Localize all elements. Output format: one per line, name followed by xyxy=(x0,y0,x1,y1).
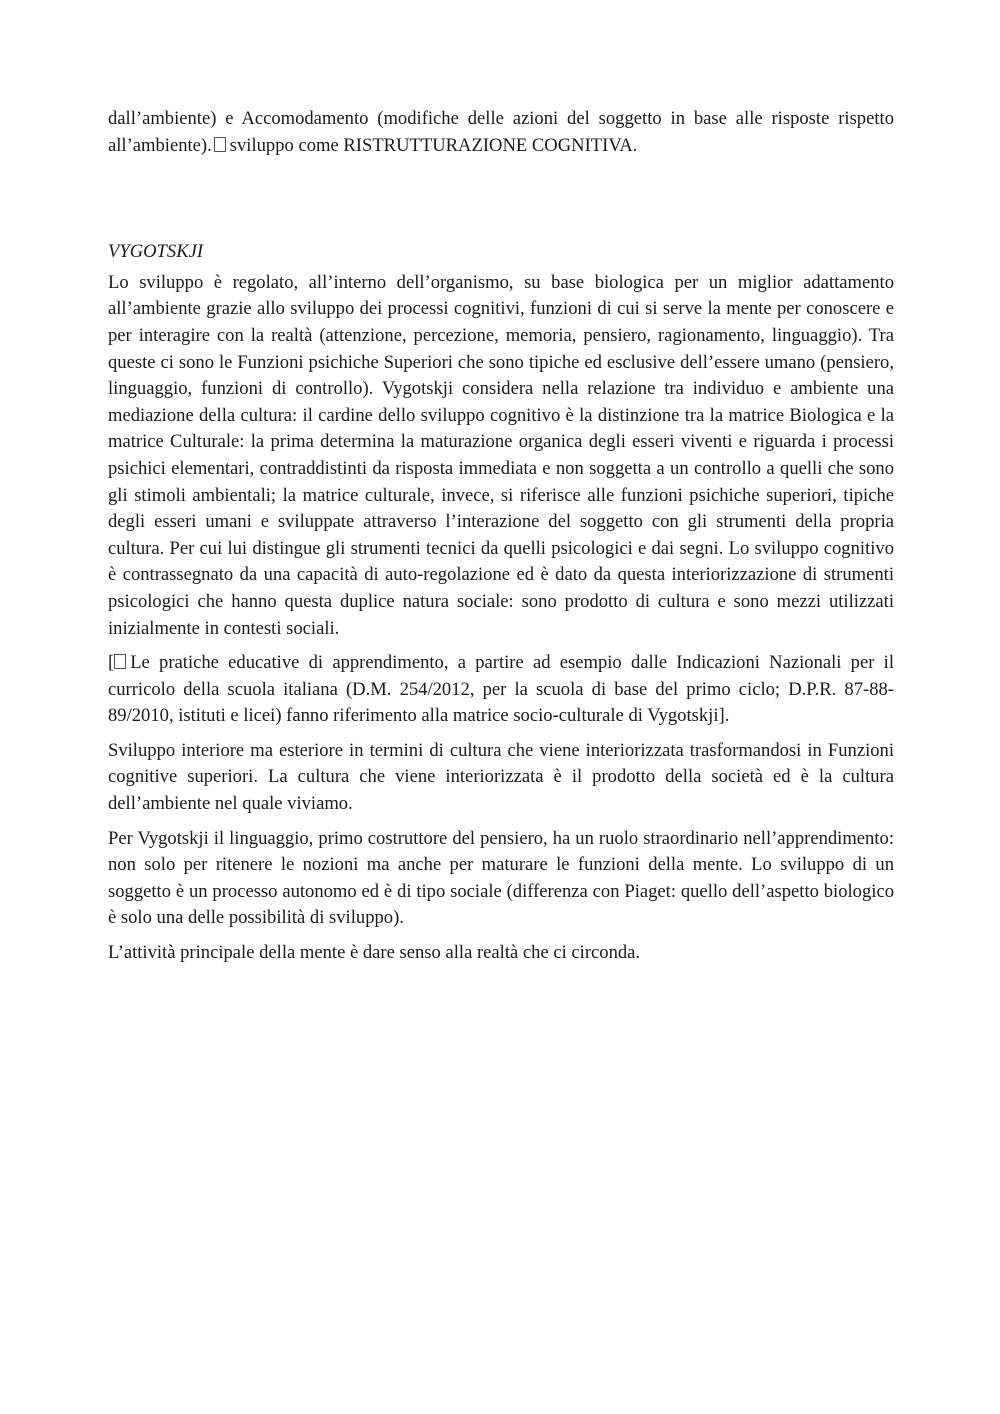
paragraph-internal-development: Sviluppo interiore ma esteriore in termini di cultura che viene interiorizzata trasformandosi in Funzioni cognitive superiori. La cultura che viene interiorizzata è il prodotto della società ed è la cultura dell’ambiente nel quale viviamo. xyxy=(108,739,894,815)
paragraph-mind-activity: L’attività principale della mente è dare senso alla realtà che ci circonda. xyxy=(108,942,641,964)
paragraph-development: Lo sviluppo è regolato, all’interno dell’organismo, su base biologica per un miglior adattamento all’ambiente grazie allo sviluppo dei processi cognitivi, funzioni di cui si serve la mente per conoscere e per interagire con la realtà (attenzione, percezione, memoria, pensiero, ragionamento, linguaggio). Tra queste ci sono le Funzioni psichiche Superiori che sono tipiche ed esclusive dell’essere umano (pensiero, linguaggio, funzioni di controllo). Vygotskji considera nella relazione tra individuo e ambiente una mediazione della cultura: il cardine dello sviluppo cognitivo è la distinzione tra la matrice Biologica e la matrice Culturale: la prima determina la maturazione organica degli esseri viventi e riguarda i processi psichici elementari, contraddistinti da risposta immediata e non soggetta a un controllo a quelli che sono gli stimoli ambientali; la matrice culturale, invece, si riferisce alle funzioni psichiche superiori, tipiche degli esseri umani e sviluppate attraverso l’interazione del soggetto con gli strumenti della propria cultura. Per cui lui distingue gli strumenti tecnici da quelli psicologici e dai segni. Lo sviluppo cognitivo è contrassegnato da una capacità di auto-regolazione ed è dato da questa interiorizzazione di strumenti psicologici che hanno questa duplice natura sociale: sono prodotto di cultura e sono mezzi utilizzati inizialmente in contesti sociali. xyxy=(108,271,894,639)
educational-practices-text: Le pratiche educative di apprendimento, a partire ad esempio dalle Indicazioni Nazionali per il curricolo della scuola italiana (D.M. 254/2012, per la scuola di base del primo ciclo; D.P.R. 87-88-89/2010, istituti e licei) fanno riferimento alla matrice socio-culturale di Vygotskji]. xyxy=(108,652,894,727)
document-page xyxy=(108,106,894,975)
paragraph-educational-practices xyxy=(108,650,894,730)
intro-paragraph xyxy=(108,106,894,159)
section-heading: VYGOTSKJI xyxy=(108,241,204,263)
missing-glyph-icon xyxy=(114,654,126,669)
intro-conclusion-text: sviluppo come RISTRUTTURAZIONE COGNITIVA. xyxy=(229,134,638,156)
open-bracket: [ xyxy=(108,652,115,674)
paragraph-language: Per Vygotskji il linguaggio, primo costruttore del pensiero, ha un ruolo straordinario nell’apprendimento: non solo per ritenere le nozioni ma anche per maturare le funzioni della mente. Lo sviluppo di un soggetto è un processo autonomo ed è di tipo sociale (differenza con Piaget: quello dell’aspetto biologico è solo una delle possibilità di sviluppo). xyxy=(108,827,894,929)
intro-text: dall’ambiente) e Accomodamento (modifiche delle azioni del soggetto in base alle risposte rispetto all’ambiente). xyxy=(108,108,894,156)
missing-glyph-icon xyxy=(214,137,226,152)
